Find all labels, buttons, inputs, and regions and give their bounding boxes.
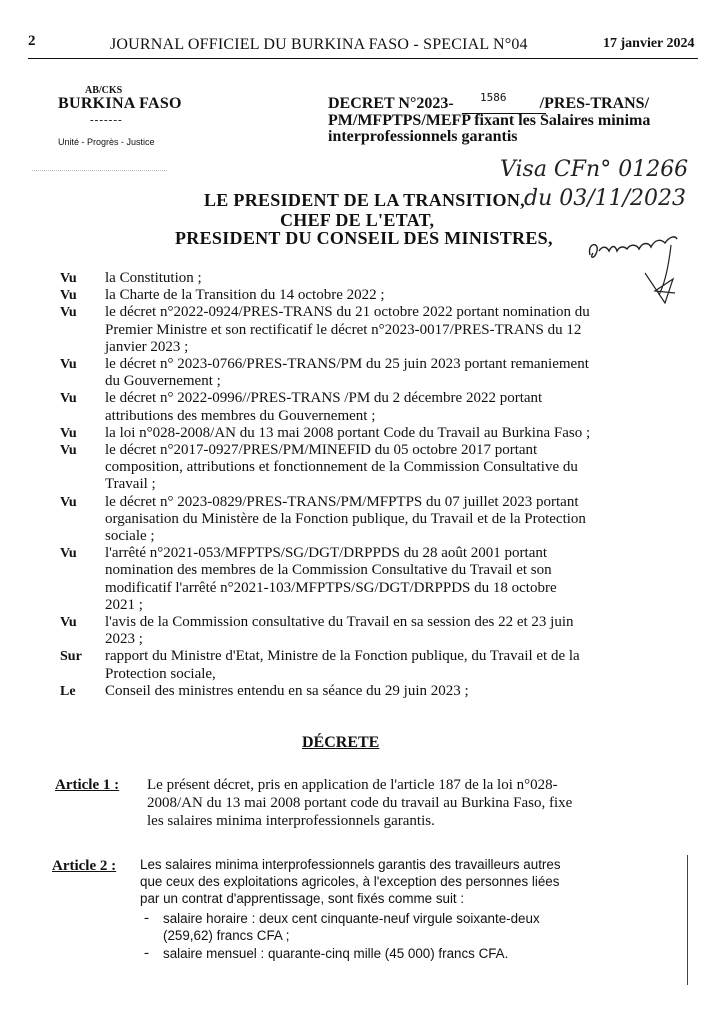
considerant-text-line: Protection sociale,: [105, 665, 216, 682]
margin-bar: [687, 855, 688, 985]
article-2-line-1: Les salaires minima interprofessionnels garantis des travailleurs autres: [140, 857, 561, 872]
considerant-text-line: Conseil des ministres entendu en sa séance du 29 juin 2023 ;: [105, 682, 469, 699]
president-line-2: CHEF DE L'ETAT,: [280, 210, 435, 230]
considerant-text-line: composition, attributions et fonctionnement de la Commission Consultative du: [105, 459, 578, 476]
considerant-text-line: le décret n° 2023-0829/PRES-TRANS/PM/MFPTPS du 07 juillet 2023 portant: [105, 493, 579, 510]
considerant-text-line: sociale ;: [105, 528, 155, 544]
bullet-marker: -: [144, 945, 149, 961]
considerant-label: Vu: [60, 443, 77, 458]
considerant-text-line: l'arrêté n°2021-053/MFPTPS/SG/DGT/DRPPDS du 28 août 2001 portant: [105, 545, 548, 562]
decrete-heading: DÉCRETE: [302, 734, 380, 751]
bullet-1-line-2: (259,62) francs CFA ;: [163, 928, 290, 943]
considerant-text-line: organisation du Ministère de la Fonction publique, du Travail et de la Protection: [105, 510, 586, 527]
journal-date: 17 janvier 2024: [603, 36, 695, 51]
considerant-text-line: attributions des membres du Gouvernement ;: [105, 407, 376, 424]
national-motto: Unité - Progrès - Justice: [58, 137, 155, 147]
article-1-line-1: Le présent décret, pris en application de l'article 187 de la loi n°028-: [147, 777, 558, 793]
considerant-label: Vu: [60, 494, 77, 510]
article-1-label: Article 1 :: [55, 777, 120, 793]
considerant-text-line: janvier 2023 ;: [105, 338, 189, 355]
decree-suffix: /PRES-TRANS/: [539, 95, 650, 112]
considerant-text-line: nomination des membres de la Commission Consultative du Travail et son: [105, 562, 552, 579]
visa-annotation-line-1: Visa CFn° 01266: [500, 157, 689, 182]
country-name: BURKINA FASO: [58, 95, 182, 112]
considerant-label: Vu: [60, 615, 77, 630]
article-1-line-3: les salaires minima interprofessionnels garantis.: [147, 813, 435, 829]
article-1-line-2: 2008/AN du 13 mai 2008 portant code du travail au Burkina Faso, fixe: [147, 795, 573, 811]
considerant-label: Vu: [60, 546, 77, 562]
considerant-label: Vu: [60, 305, 77, 321]
page-number: 2: [28, 33, 36, 49]
article-2-label: Article 2 :: [52, 858, 117, 874]
journal-title: JOURNAL OFFICIEL DU BURKINA FASO - SPECIAL N°04: [110, 36, 528, 53]
considerant-text-line: 2023 ;: [105, 631, 143, 648]
considerant-label: Vu: [60, 271, 77, 286]
considerant-text-line: rapport du Ministre d'Etat, Ministre de la Fonction publique, du Travail et de la: [105, 648, 580, 665]
considerant-text-line: modificatif l'arrêté n°2021-103/MFPTPS/SG/DGT/DRPPDS du 18 octobre: [105, 579, 557, 596]
decree-number-handwritten: 1586: [480, 91, 507, 104]
considerant-text-line: l'avis de la Commission consultative du Travail en sa session des 22 et 23 juin: [105, 614, 574, 630]
considerant-label: Vu: [60, 288, 77, 304]
considerant-text-line: Travail ;: [105, 476, 156, 493]
considerant-text-line: le décret n°2022-0924/PRES-TRANS du 21 octobre 2022 portant nomination du: [105, 304, 590, 321]
bullet-1-line-1: salaire horaire : deux cent cinquante-neuf virgule soixante-deux: [163, 911, 540, 926]
bullet-marker: -: [144, 910, 149, 926]
bullet-2-line-1: salaire mensuel : quarante-cinq mille (45 000) francs CFA.: [163, 946, 509, 961]
considerant-label: Vu: [60, 425, 77, 441]
considerant-label: Le: [60, 683, 76, 699]
visa-annotation-line-2: du 03/11/2023: [524, 186, 687, 211]
considerant-text-line: du Gouvernement ;: [105, 373, 221, 390]
considerant-text-line: le décret n° 2022-0996//PRES-TRANS /PM du 2 décembre 2022 portant: [105, 390, 543, 407]
header-rule: [28, 58, 698, 59]
decree-title-line-2: PM/MFPTPS/MEFP fixant les Salaires minima: [328, 112, 651, 129]
considerant-label: Sur: [60, 649, 82, 665]
scan-artifact-line: [32, 170, 167, 171]
president-line-3: PRESIDENT DU CONSEIL DES MINISTRES,: [175, 228, 553, 248]
considerant-text-line: 2021 ;: [105, 596, 143, 613]
separator-dashes: -------: [90, 114, 123, 126]
decree-prefix: DECRET N°2023-: [328, 95, 454, 112]
considerant-label: Vu: [60, 357, 77, 372]
article-2-line-2: que ceux des exploitations agricoles, à l'exception des personnes liées: [140, 874, 560, 889]
article-2-line-3: par un contrat d'apprentissage, sont fixés comme suit :: [140, 891, 465, 906]
considerant-text-line: la Constitution ;: [105, 270, 202, 286]
considerant-label: Vu: [60, 391, 77, 407]
considerant-text-line: la Charte de la Transition du 14 octobre 2022 ;: [105, 287, 385, 304]
president-line-1: LE PRESIDENT DE LA TRANSITION,: [204, 190, 525, 210]
considerant-text-line: Premier Ministre et son rectificatif le décret n°2023-0017/PRES-TRANS du 12: [105, 321, 582, 338]
reference-code: AB/CKS: [85, 85, 123, 96]
considerant-text-line: le décret n°2017-0927/PRES/PM/MINEFID du 05 octobre 2017 portant: [105, 442, 538, 458]
considerant-text-line: le décret n° 2023-0766/PRES-TRANS/PM du 25 juin 2023 portant remaniement: [105, 356, 589, 372]
decree-title-line-3: interprofessionnels garantis: [328, 128, 518, 145]
handwritten-signature: [585, 233, 680, 313]
considerant-text-line: la loi n°028-2008/AN du 13 mai 2008 portant Code du Travail au Burkina Faso ;: [105, 424, 591, 441]
